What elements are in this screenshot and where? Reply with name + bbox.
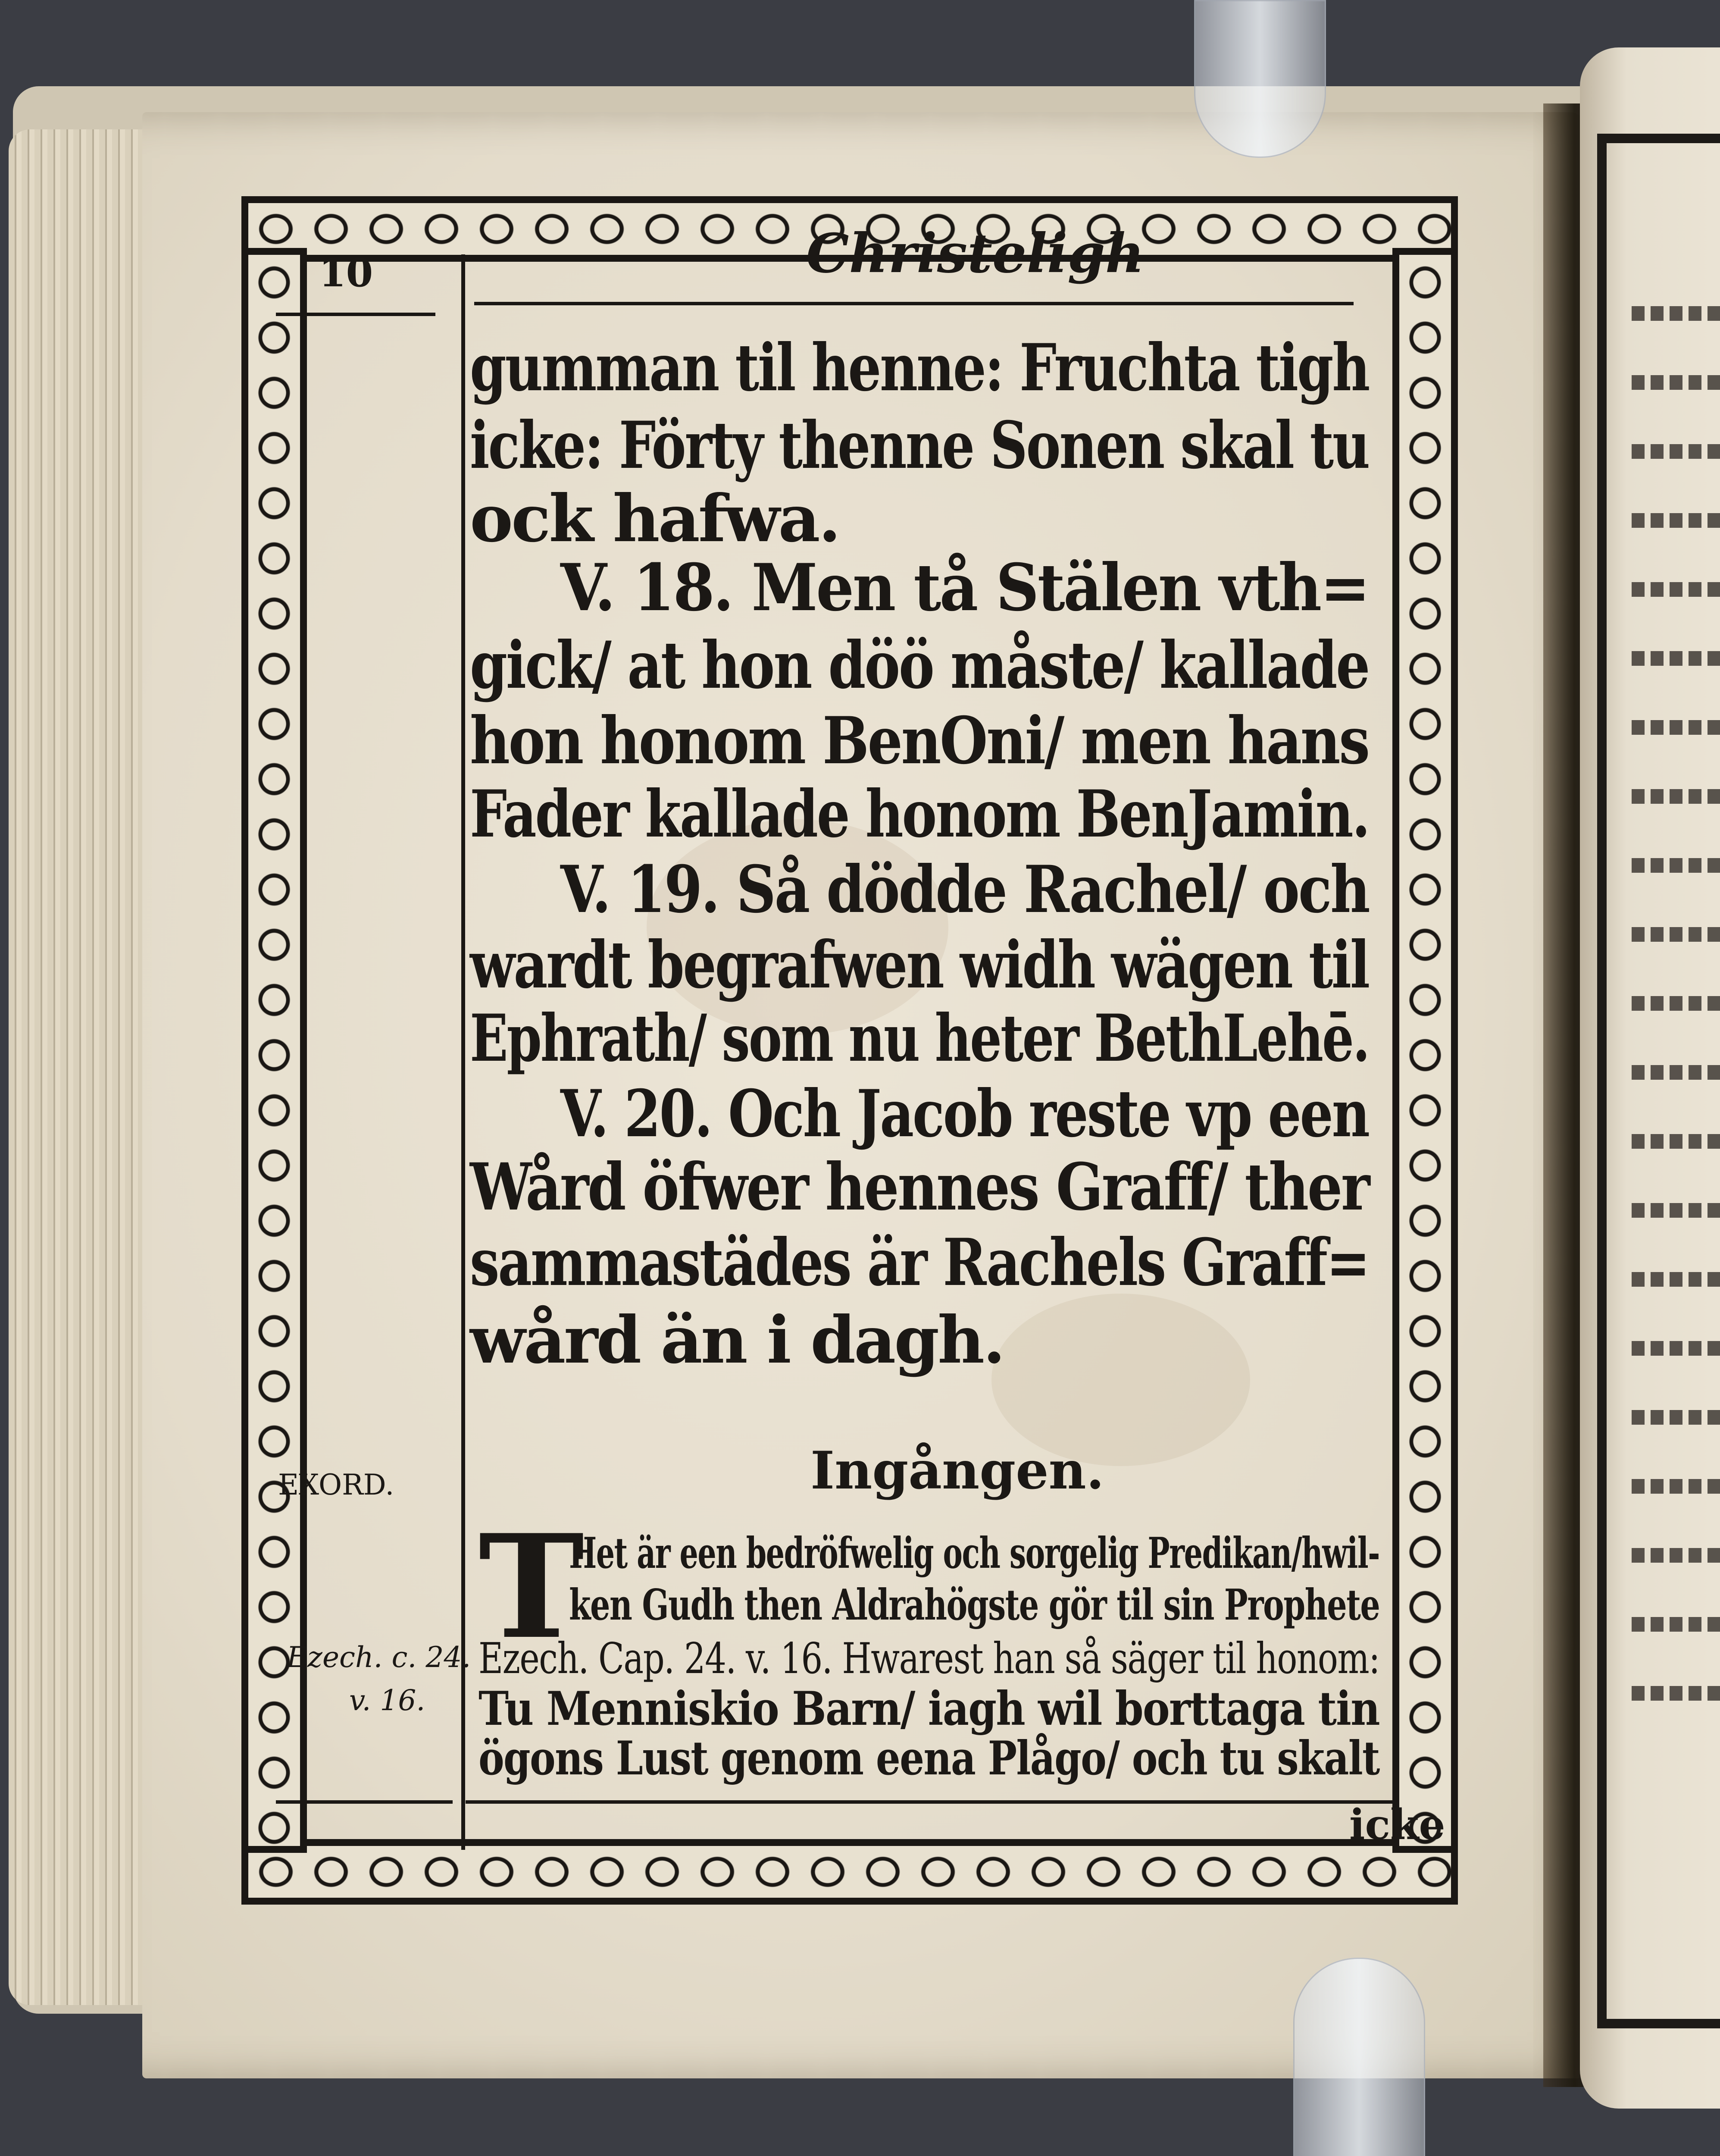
border-bottom [241,1839,1458,1905]
margin-head-rule [276,313,435,316]
exord-line: Tu Menniskio Barn/ iagh wil borttaga tin [478,1682,1379,1736]
facing-page-frame [1597,134,1720,2028]
facing-page-text [1632,1065,1720,1080]
facing-page-text [1632,1203,1720,1218]
page-number: 10 [319,250,373,296]
body-line: icke: Förty thenne Sonen skal tu [470,407,1369,483]
facing-page-edge [1580,47,1720,2109]
catchword: icke [1349,1800,1445,1849]
border-right [1392,248,1458,1853]
facing-page-text [1632,444,1720,459]
body-line: Fader kallade honom BenJamin. [470,776,1369,852]
facing-page-text [1632,1686,1720,1701]
facing-page-text [1632,996,1720,1011]
facing-page-text [1632,1272,1720,1287]
facing-page-text [1632,651,1720,666]
body-line: ock hafwa. [470,481,839,557]
body-line: sammastädes är Rachels Graff= [470,1225,1369,1300]
facing-page-text [1632,306,1720,321]
exord-line: Ezech. Cap. 24. v. 16. Hwarest han så säger til honom: [478,1634,1379,1683]
body-line: hon honom BenOni/ men hans [470,703,1369,779]
body-line: wardt begrafwen widh wägen til [470,927,1369,1003]
foot-rule [466,1800,1397,1804]
body-line: wård än i dagh. [470,1302,1004,1378]
facing-page-text [1632,513,1720,528]
facing-page-text [1632,1410,1720,1425]
facing-page-text [1632,927,1720,942]
facing-page-text [1632,1548,1720,1563]
body-line: Wård öfwer hennes Graff/ ther [470,1149,1369,1225]
exord-line: ögons Lust genom eena Plågo/ och tu skalt [478,1731,1379,1786]
facing-page-text [1632,1479,1720,1494]
verse-line: V. 20. Och Jacob reste vp een [560,1076,1369,1152]
margin-note-exord: EXORD. [278,1468,394,1501]
facing-page-text [1632,789,1720,804]
facing-page-text [1632,858,1720,873]
facing-page-text [1632,1134,1720,1149]
head-rule [474,302,1354,305]
margin-note-reference: Ezech. c. 24. [287,1641,471,1674]
facing-page-text [1632,582,1720,597]
exord-line: ken Gudh then Aldrahögste gör til sin Prophete [569,1580,1380,1630]
margin-foot-rule [276,1800,453,1804]
border-left [241,248,307,1853]
facing-page-text [1632,720,1720,735]
body-line: gick/ at hon döö måste/ kallade [470,627,1369,703]
page-clip-bottom [1293,1958,1425,2156]
drop-cap: T [478,1503,585,1670]
facing-page-text [1632,1341,1720,1356]
section-title: Ingången. [810,1440,1104,1501]
page-clip-top [1194,0,1326,158]
margin-rule [461,254,465,1850]
exord-line: Het är een bedröfwelig och sorgelig Predikan/hwil- [569,1529,1380,1578]
facing-page-text [1632,375,1720,390]
verse-line: V. 18. Men tå Stälen vth= [560,550,1369,626]
body-line: gumman til henne: Fruchta tigh [470,330,1369,406]
verse-line: V. 19. Så dödde Rachel/ och [560,852,1369,928]
margin-note-reference: v. 16. [349,1684,425,1717]
running-head: Christeligh [806,222,1145,285]
body-line: Ephrath/ som nu heter BethLehē. [470,1000,1369,1076]
page-edges [9,129,151,2005]
facing-page-text [1632,1617,1720,1632]
